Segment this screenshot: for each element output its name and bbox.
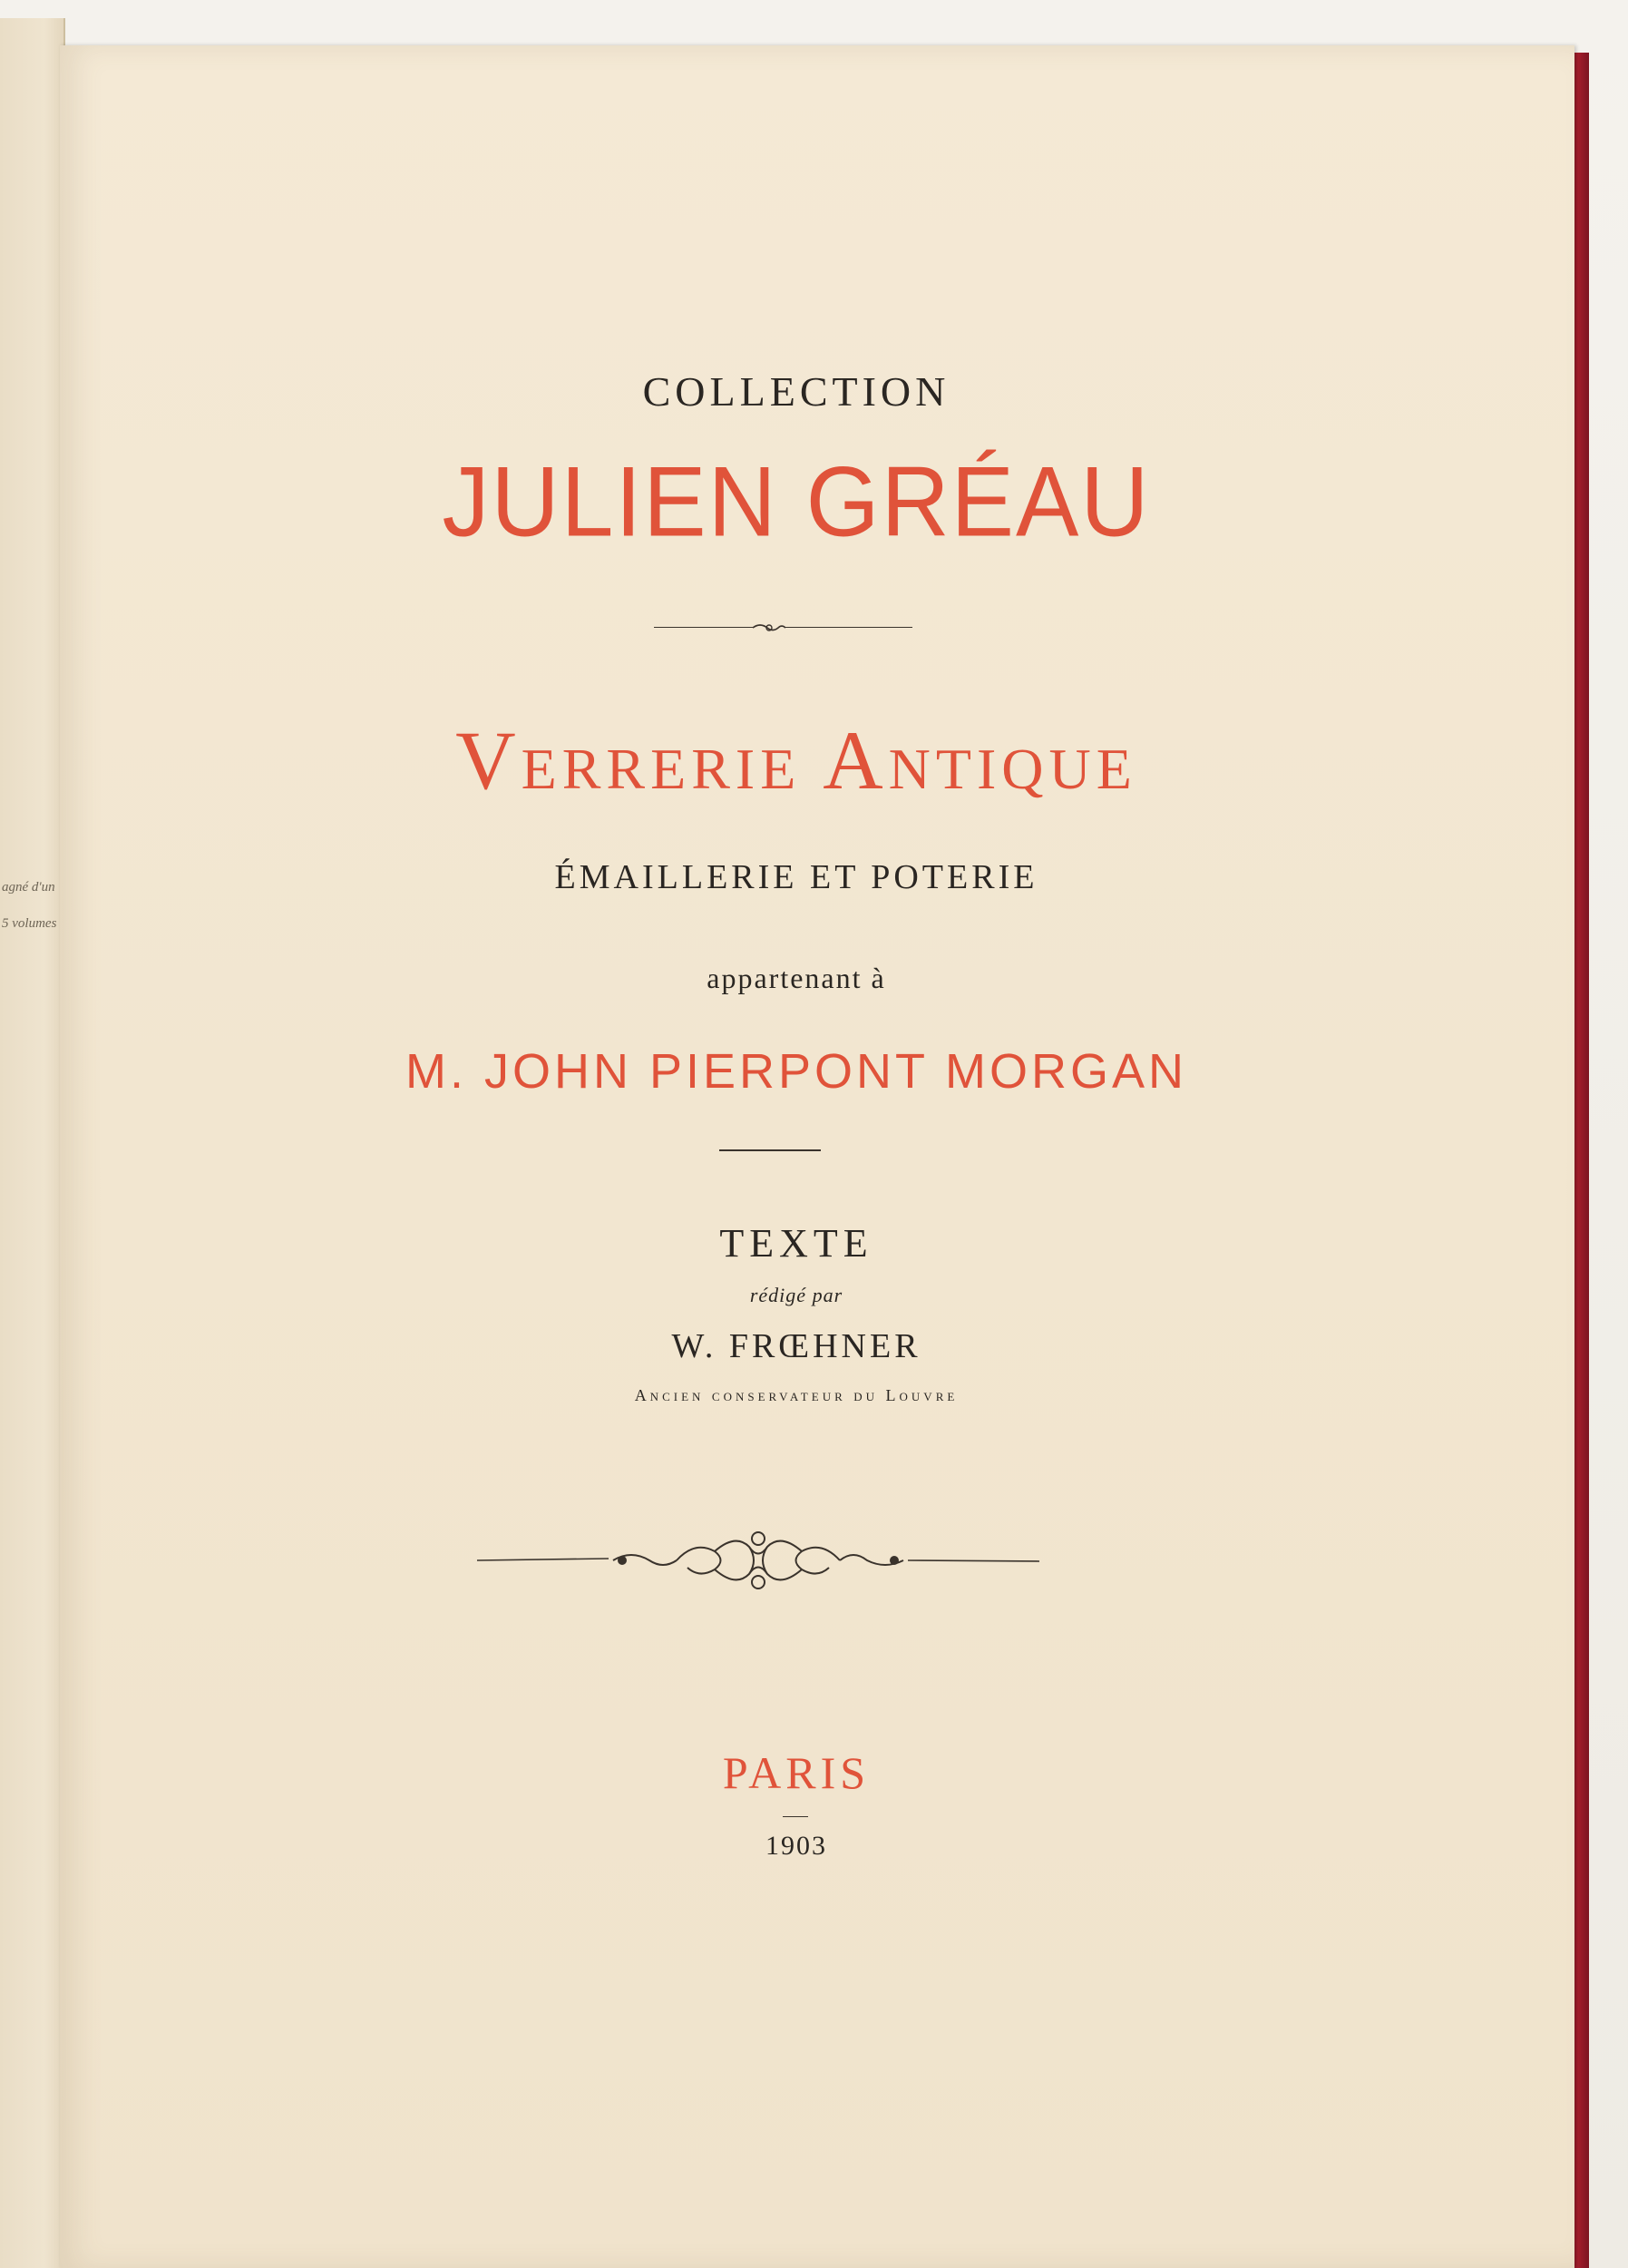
collection-name: JULIEN GRÉAU (442, 447, 1151, 558)
written-by-line: rédigé par (749, 1284, 843, 1306)
author-title: Ancien conservateur du Louvre (634, 1386, 959, 1404)
ornament-rule-left (654, 627, 754, 628)
title-page (60, 45, 1574, 2268)
left-page-edge (0, 18, 65, 2268)
author-name: W. FRŒHNER (671, 1327, 921, 1365)
main-title: Verrerie Antique (455, 714, 1137, 807)
text-heading: TEXTE (719, 1221, 873, 1266)
city-year-rule (783, 1816, 808, 1817)
belonging-to-line: appartenant à (707, 962, 886, 994)
fleuron-ornament-icon (477, 1524, 1039, 1597)
divider-rule (719, 1149, 821, 1151)
owner-name: M. JOHN PIERPONT MORGAN (405, 1044, 1188, 1099)
ornament-rule-right (785, 627, 912, 628)
subtitle: ÉMAILLERIE ET POTERIE (554, 858, 1038, 896)
collection-label: COLLECTION (642, 368, 950, 415)
publication-city: PARIS (722, 1747, 871, 1798)
margin-note-line-1: agné d'un (2, 880, 55, 894)
margin-note-line-2: 5 volumes (2, 916, 56, 931)
small-ornament-icon (751, 620, 787, 636)
publication-year: 1903 (765, 1831, 827, 1861)
